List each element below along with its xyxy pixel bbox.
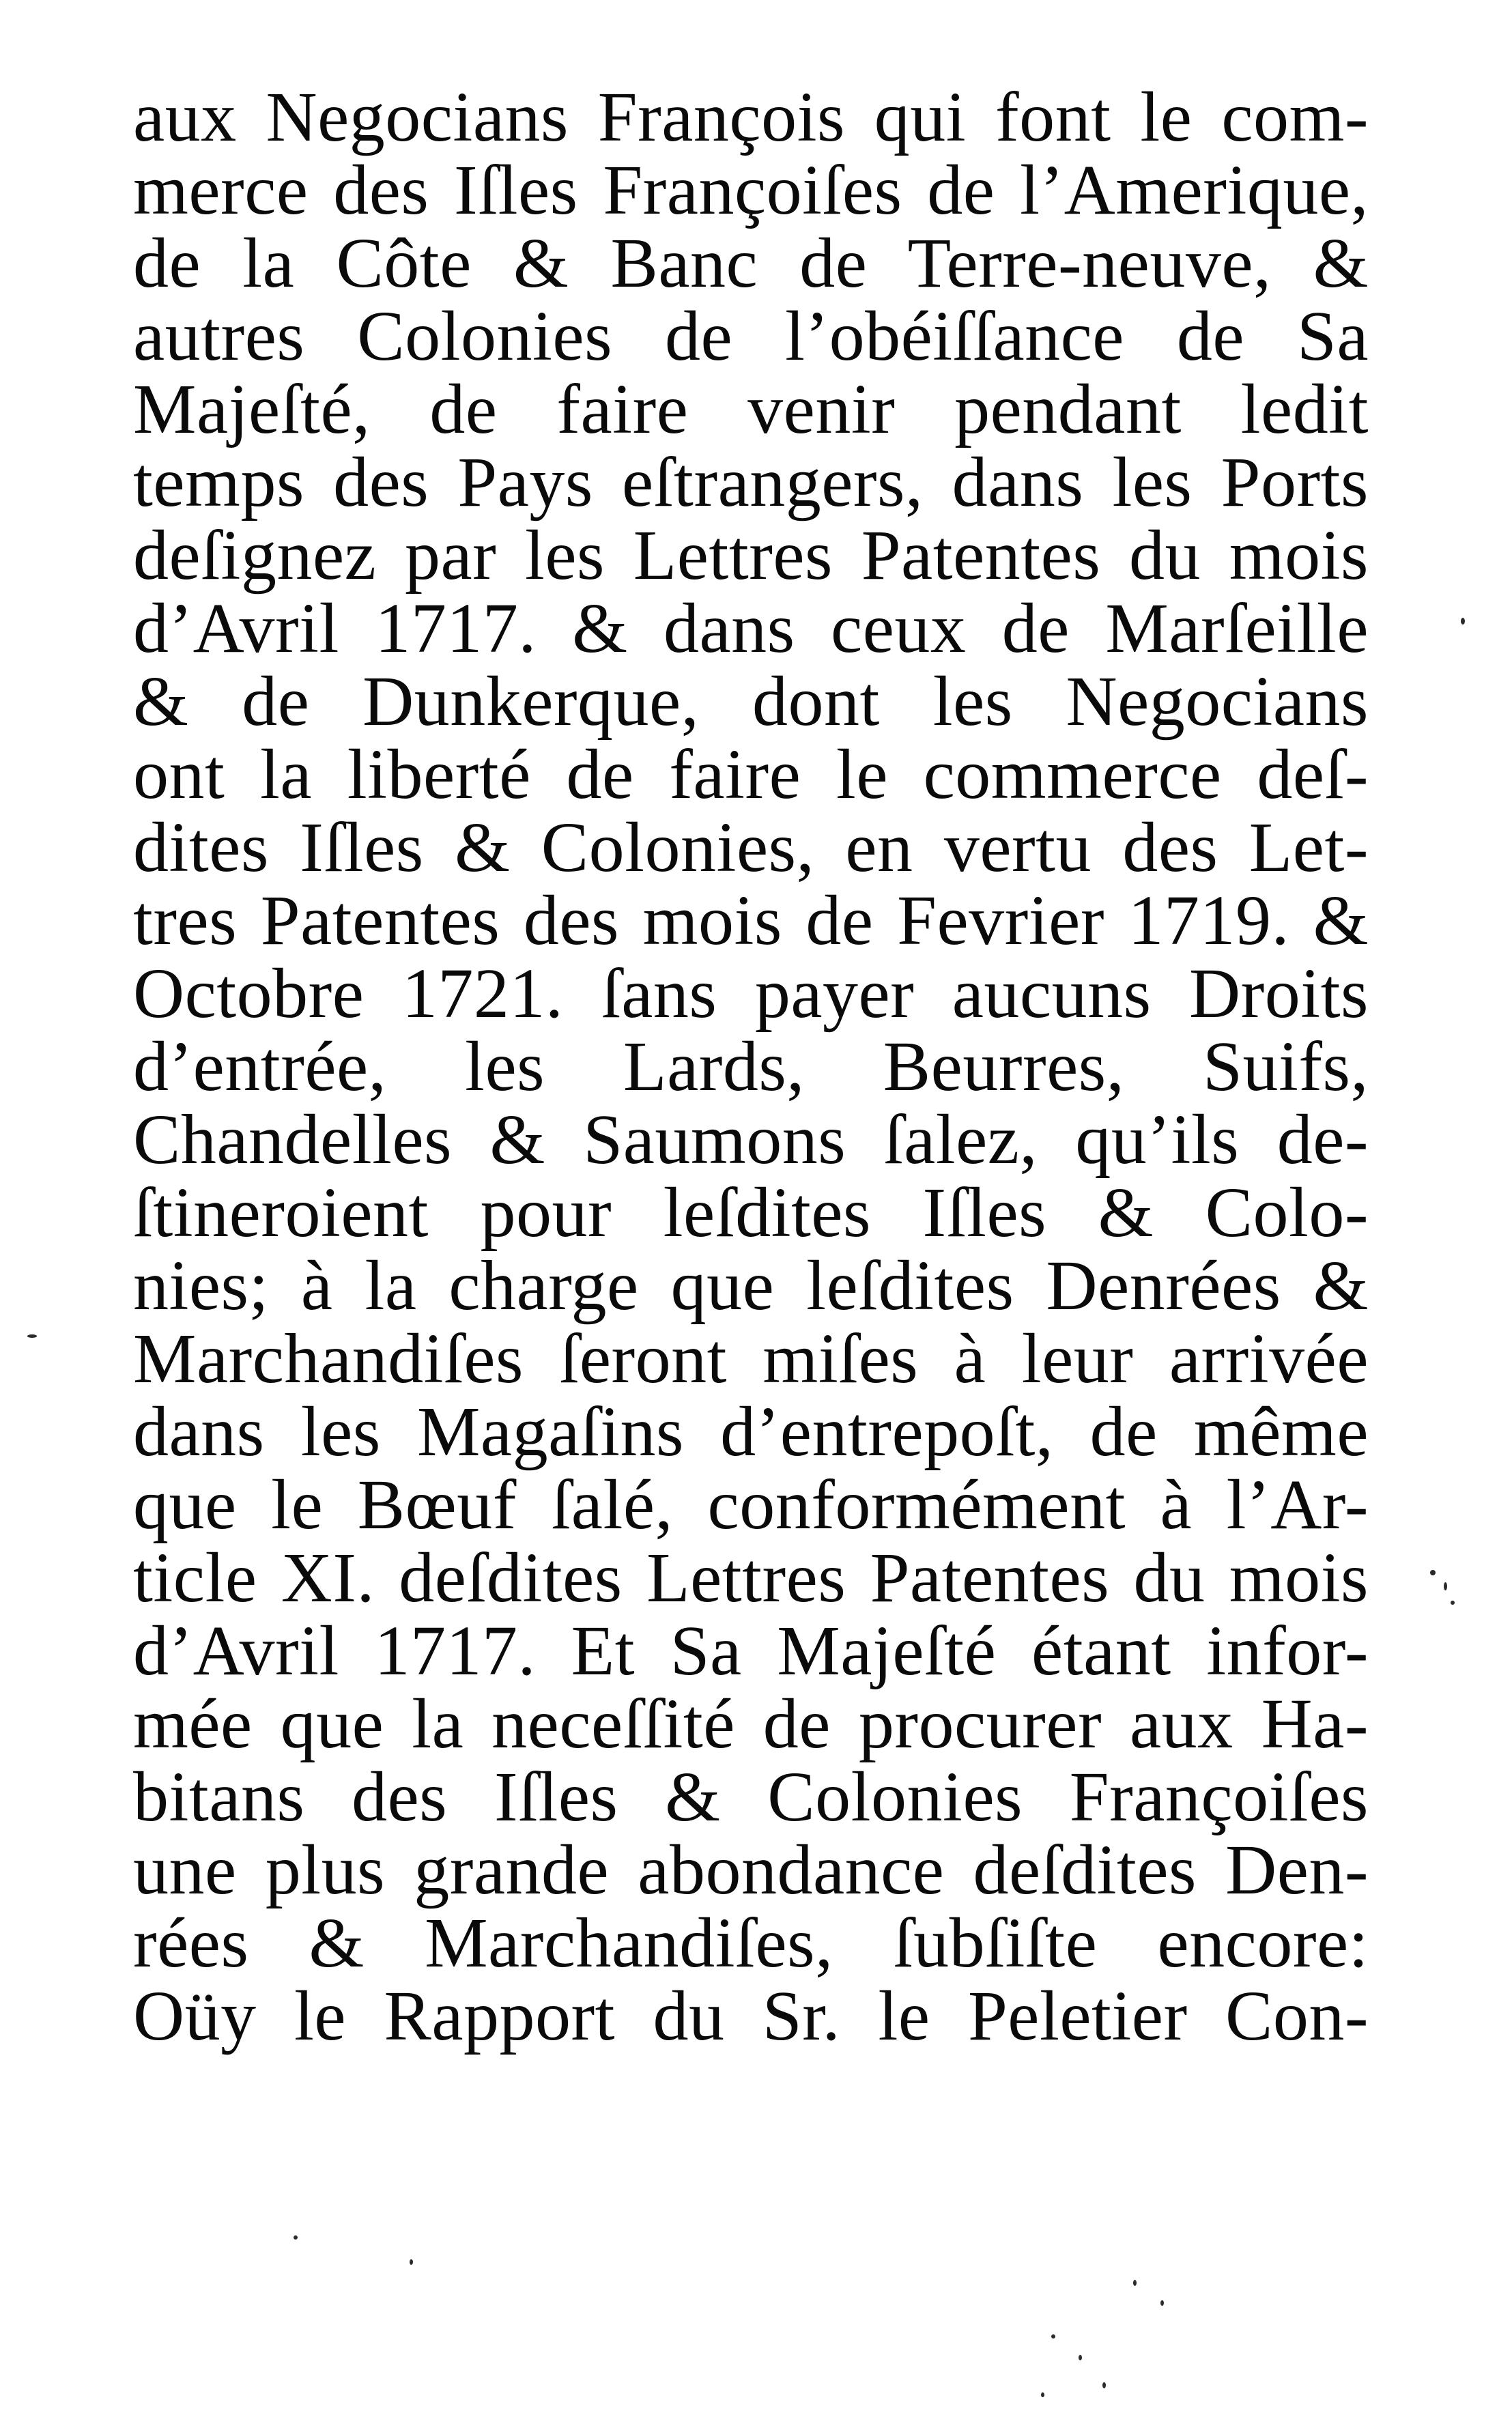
ink-speck bbox=[1461, 618, 1465, 625]
text-line: Marchandiſes ſeront miſes à leur arrivée bbox=[133, 1319, 1369, 1398]
ink-speck bbox=[1430, 1570, 1436, 1575]
text-line: Majeſté, de faire venir pendant ledit bbox=[133, 370, 1369, 448]
text-line: ſtineroient pour leſdites Iſles & Colo- bbox=[133, 1173, 1369, 1252]
text-line: aux Negocians François qui font le com- bbox=[133, 78, 1369, 156]
ink-speck bbox=[1133, 2280, 1137, 2286]
text-line: Oüy le Rapport du Sr. le Peletier Con- bbox=[133, 1977, 1369, 2055]
ink-speck bbox=[27, 1334, 37, 1338]
text-line: tres Patentes des mois de Fevrier 1719. & bbox=[133, 881, 1369, 960]
text-line: que le Bœuf ſalé, conformément à l’Ar- bbox=[133, 1465, 1369, 1544]
ink-speck bbox=[294, 2235, 298, 2240]
text-line: & de Dunkerque, dont les Negocians bbox=[133, 662, 1369, 741]
ink-speck bbox=[1444, 1582, 1447, 1590]
text-line: merce des Iſles Françoiſes de l’Amerique, bbox=[133, 151, 1369, 229]
ink-speck bbox=[410, 2259, 413, 2265]
text-line: mée que la neceſſité de procurer aux Ha- bbox=[133, 1685, 1369, 1763]
text-line: bitans des Iſles & Colonies Françoiſes bbox=[133, 1758, 1369, 1836]
body-text bbox=[133, 78, 1369, 2055]
text-line: rées & Marchandiſes, ſubſiſte encore: bbox=[133, 1904, 1369, 1982]
text-line: ont la liberté de faire le commerce deſ- bbox=[133, 735, 1369, 814]
text-line: d’Avril 1717. & dans ceux de Marſeille bbox=[133, 589, 1369, 668]
text-line: une plus grande abondance deſdites Den- bbox=[133, 1831, 1369, 1909]
ink-speck bbox=[1451, 1601, 1455, 1605]
ink-speck bbox=[1102, 2382, 1106, 2388]
text-line: autres Colonies de l’obéiſſance de Sa bbox=[133, 297, 1369, 375]
text-line: ticle XI. deſdites Lettres Patentes du mois bbox=[133, 1539, 1369, 1617]
ink-speck bbox=[1079, 2355, 1082, 2360]
text-line: dites Iſles & Colonies, en vertu des Let- bbox=[133, 808, 1369, 887]
text-line: dans les Magaſins d’entrepoſt, de même bbox=[133, 1392, 1369, 1471]
ink-speck bbox=[1160, 2300, 1164, 2306]
ink-speck bbox=[1051, 2334, 1055, 2339]
text-line: d’entrée, les Lards, Beurres, Suifs, bbox=[133, 1027, 1369, 1106]
text-line: Chandelles & Saumons ſalez, qu’ils de- bbox=[133, 1100, 1369, 1179]
text-line: de la Côte & Banc de Terre-neuve, & bbox=[133, 224, 1369, 302]
text-line: nies; à la charge que leſdites Denrées & bbox=[133, 1246, 1369, 1325]
text-line: temps des Pays eſtrangers, dans les Ports bbox=[133, 443, 1369, 521]
text-line: d’Avril 1717. Et Sa Majeſté étant infor- bbox=[133, 1612, 1369, 1690]
text-line: Octobre 1721. ſans payer aucuns Droits bbox=[133, 954, 1369, 1033]
ink-speck bbox=[1041, 2392, 1044, 2397]
text-line: deſignez par les Lettres Patentes du mois bbox=[133, 516, 1369, 595]
